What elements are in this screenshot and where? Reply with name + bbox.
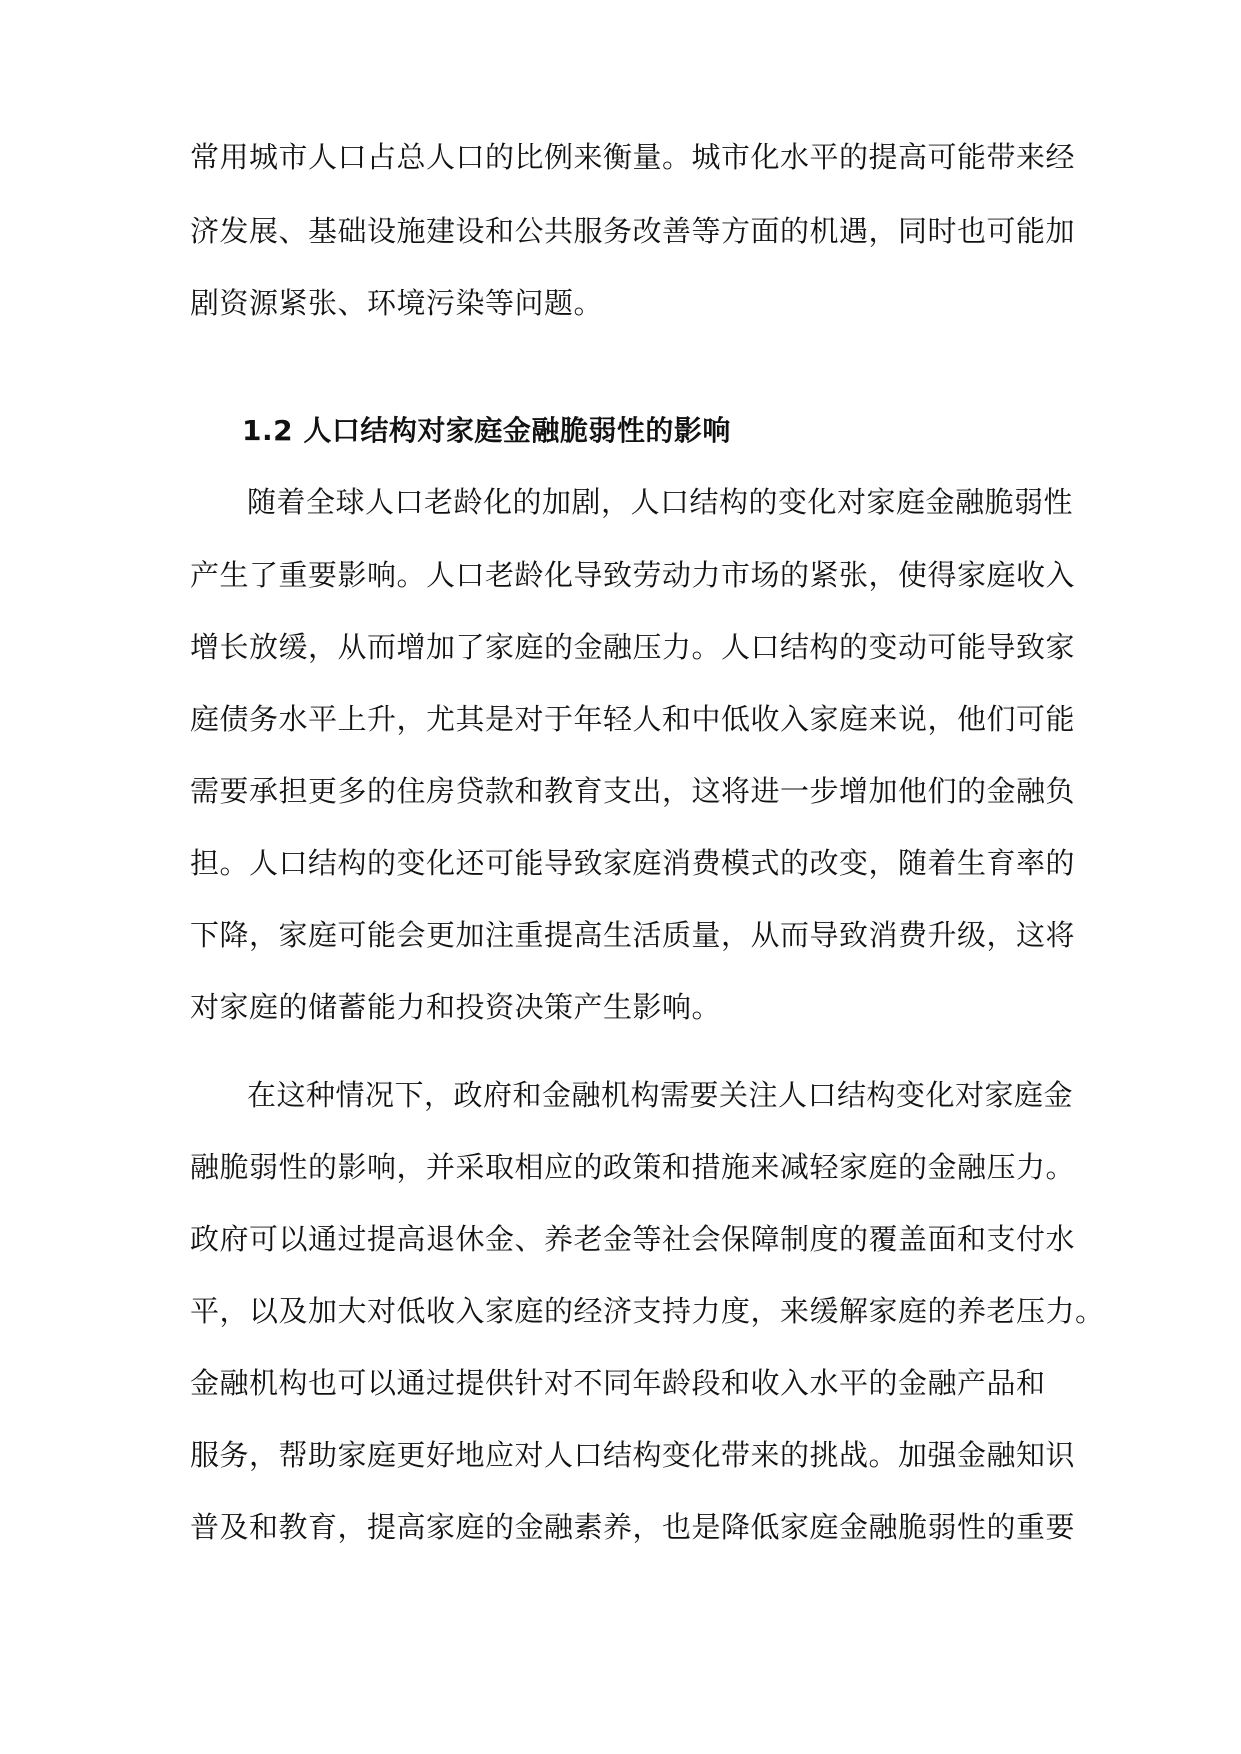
paragraph-2-line-8: 对家庭的储蓄能力和投资决策产生影响。	[190, 990, 722, 1024]
paragraph-3-line-6: 服务，帮助家庭更好地应对人口结构变化带来的挑战。加强金融知识	[190, 1438, 1076, 1472]
paragraph-3-line-3: 政府可以通过提高退休金、养老金等社会保障制度的覆盖面和支付水	[190, 1222, 1076, 1256]
paragraph-2-line-1: 随着全球人口老龄化的加剧，人口结构的变化对家庭金融脆弱性	[247, 485, 1074, 519]
paragraph-2-line-5: 需要承担更多的住房贷款和教育支出，这将进一步增加他们的金融负	[190, 774, 1076, 808]
paragraph-3-line-4: 平，以及加大对低收入家庭的经济支持力度，来缓解家庭的养老压力。	[190, 1294, 1105, 1328]
paragraph-3-line-1: 在这种情况下，政府和金融机构需要关注人口结构变化对家庭金	[247, 1078, 1074, 1112]
paragraph-intro-line-1: 常用城市人口占总人口的比例来衡量。城市化水平的提高可能带来经	[190, 140, 1076, 174]
paragraph-2-line-3: 增长放缓，从而增加了家庭的金融压力。人口结构的变动可能导致家	[190, 630, 1076, 664]
paragraph-3-line-5: 金融机构也可以通过提供针对不同年龄段和收入水平的金融产品和	[190, 1366, 1046, 1400]
section-heading: 1.2 人口结构对家庭金融脆弱性的影响	[242, 414, 731, 447]
paragraph-3-line-2: 融脆弱性的影响，并采取相应的政策和措施来减轻家庭的金融压力。	[190, 1150, 1076, 1184]
paragraph-2-line-4: 庭债务水平上升，尤其是对于年轻人和中低收入家庭来说，他们可能	[190, 702, 1076, 736]
paragraph-2-line-7: 下降，家庭可能会更加注重提高生活质量，从而导致消费升级，这将	[190, 918, 1076, 952]
paragraph-2-line-6: 担。人口结构的变化还可能导致家庭消费模式的改变，随着生育率的	[190, 846, 1076, 880]
paragraph-2-line-2: 产生了重要影响。人口老龄化导致劳动力市场的紧张，使得家庭收入	[190, 558, 1076, 592]
paragraph-intro-line-2: 济发展、基础设施建设和公共服务改善等方面的机遇，同时也可能加	[190, 214, 1076, 248]
paragraph-3-line-7: 普及和教育，提高家庭的金融素养，也是降低家庭金融脆弱性的重要	[190, 1510, 1076, 1544]
paragraph-intro-line-3: 剧资源紧张、环境污染等问题。	[190, 286, 604, 320]
